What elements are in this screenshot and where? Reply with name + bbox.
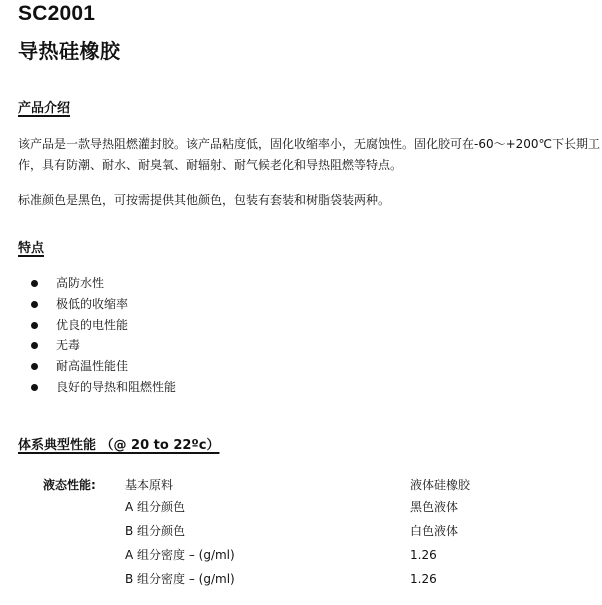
bullet-icon: [31, 322, 38, 329]
property-name: B 组分颜色: [125, 524, 186, 538]
property-value: 1.26: [410, 548, 437, 562]
product-name: 导热硅橡胶: [18, 39, 121, 63]
intro-heading: 产品介绍: [18, 101, 71, 116]
features-heading: 特点: [18, 241, 45, 256]
properties-heading: 体系典型性能 （@ 20 to 22ºc）: [18, 438, 220, 453]
bullet-icon: [31, 384, 38, 391]
property-value: 液体硅橡胶: [410, 478, 471, 492]
feature-text: 高防水性: [56, 276, 105, 290]
feature-text: 耐高温性能佳: [56, 359, 129, 374]
table-row: [0, 497, 602, 517]
feature-text: 良好的导热和阻燃性能: [56, 379, 177, 394]
table-row: [0, 545, 602, 565]
feature-text: 优良的电性能: [56, 317, 129, 332]
bullet-icon: [31, 301, 38, 308]
property-name: 基本原料: [125, 478, 174, 492]
property-value: 白色液体: [410, 524, 459, 538]
product-code: SC2001: [18, 2, 96, 25]
table-row: [0, 569, 602, 589]
bullet-icon: [31, 342, 38, 349]
property-value: 1.26: [410, 572, 437, 586]
bullet-icon: [31, 280, 38, 287]
property-name: A 组分密度 – (g/ml): [125, 548, 235, 562]
feature-text: 无毒: [56, 338, 81, 353]
table-row: [0, 521, 602, 541]
table-row: [0, 475, 602, 495]
intro-paragraph-line-2: 作，具有防潮、耐水、耐臭氧、耐辐射、耐气候老化和导热阻燃等特点。: [18, 158, 403, 172]
property-value: 黑色液体: [410, 500, 459, 514]
bullet-icon: [31, 363, 38, 370]
property-name: A 组分颜色: [125, 500, 186, 514]
properties-group-label: 液态性能:: [43, 478, 96, 492]
feature-text: 极低的收缩率: [56, 296, 129, 311]
property-name: B 组分密度 – (g/ml): [125, 572, 235, 586]
intro-paragraph-line-1: 该产品是一款导热阻燃灌封胶。该产品粘度低，固化收缩率小，无腐蚀性。固化胶可在-60～+200℃下长期工: [18, 137, 601, 151]
intro-paragraph-color: 标准颜色是黑色，可按需提供其他颜色，包装有套装和树脂袋装两种。: [18, 193, 391, 207]
